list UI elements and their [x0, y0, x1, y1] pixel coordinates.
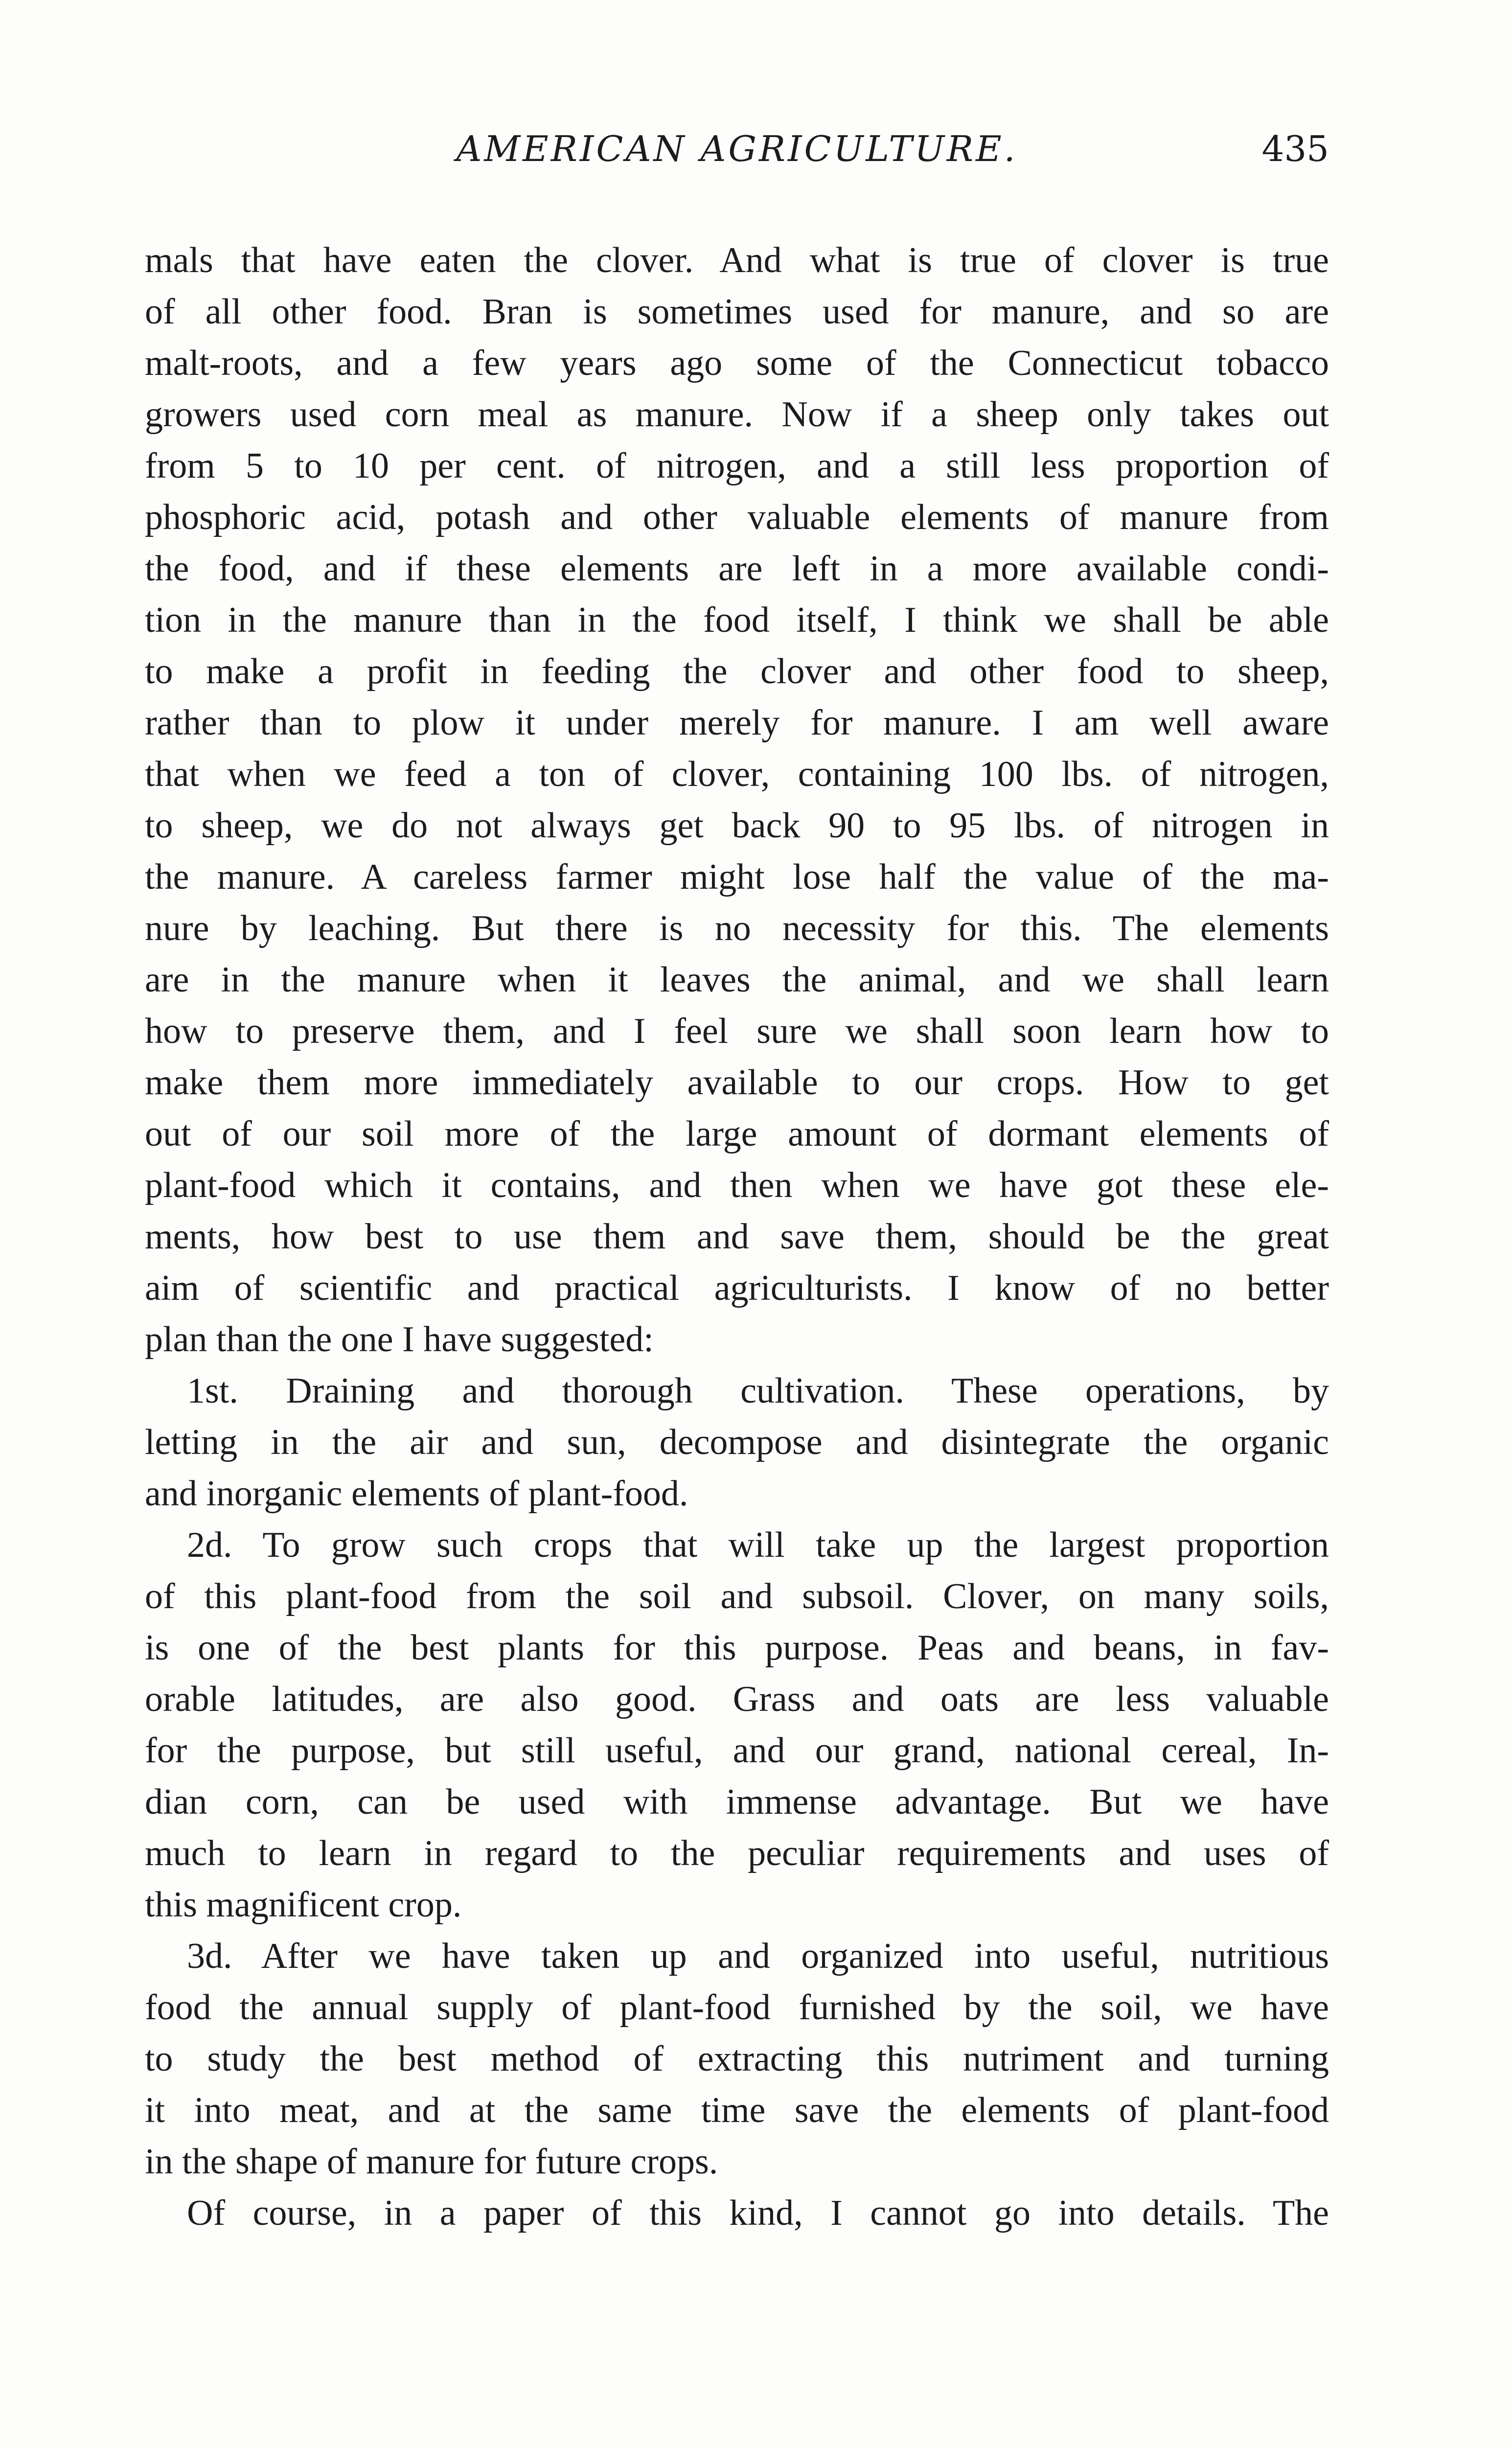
text-line: plan than the one I have suggested:	[145, 1319, 654, 1360]
running-head	[145, 128, 1329, 182]
text-line: make them more immediately available to our crops. How to get	[145, 1062, 1329, 1103]
text-line: and inorganic elements of plant-food.	[145, 1474, 688, 1514]
text-line: to sheep, we do not always get back 90 to 95 lbs. of nitrogen in	[145, 806, 1329, 846]
text-line: the manure. A careless farmer might lose half the value of the ma-	[145, 857, 1329, 897]
text-line: to study the best method of extracting this nutriment and turning	[145, 2039, 1329, 2079]
text-line: 1st. Draining and thorough cultivation. These operations, by	[187, 1371, 1329, 1411]
text-line: it into meat, and at the same time save the elements of plant-food	[145, 2090, 1329, 2130]
text-line: growers used corn meal as manure. Now if a sheep only takes out	[145, 394, 1329, 435]
text-line: to make a profit in feeding the clover and other food to sheep,	[145, 651, 1329, 692]
text-line: out of our soil more of the large amount of dormant elements of	[145, 1114, 1329, 1154]
text-line: nure by leaching. But there is no necessity for this. The elements	[145, 908, 1329, 948]
text-line: phosphoric acid, potash and other valuable elements of manure from	[145, 497, 1329, 537]
text-line: orable latitudes, are also good. Grass and oats are less valuable	[145, 1679, 1329, 1719]
text-line: are in the manure when it leaves the animal, and we shall learn	[145, 960, 1329, 1000]
running-title: AMERICAN AGRICULTURE.	[456, 128, 1018, 169]
text-line: of all other food. Bran is sometimes used for manure, and so are	[145, 292, 1329, 332]
text-line: food the annual supply of plant-food furnished by the soil, we have	[145, 1987, 1329, 2028]
text-line: letting in the air and sun, decompose and disintegrate the organic	[145, 1422, 1329, 1462]
text-line: much to learn in regard to the peculiar requirements and uses of	[145, 1833, 1329, 1873]
text-line: 2d. To grow such crops that will take up the largest proportion	[187, 1525, 1329, 1565]
text-line: for the purpose, but still useful, and our grand, national cereal, In-	[145, 1731, 1329, 1771]
text-line: this magnificent crop.	[145, 1885, 462, 1925]
text-line: 3d. After we have taken up and organized into useful, nutritious	[187, 1936, 1329, 1976]
text-line: rather than to plow it under merely for manure. I am well aware	[145, 703, 1329, 743]
text-line: from 5 to 10 per cent. of nitrogen, and a still less proportion of	[145, 446, 1329, 486]
text-line: the food, and if these elements are left in a more available condi-	[145, 549, 1329, 589]
text-line: ments, how best to use them and save them, should be the great	[145, 1217, 1329, 1257]
text-line: malt-roots, and a few years ago some of the Connecticut tobacco	[145, 343, 1329, 383]
body-text	[145, 235, 1329, 2239]
text-line: is one of the best plants for this purpose. Peas and beans, in fav-	[145, 1628, 1329, 1668]
text-line: that when we feed a ton of clover, containing 100 lbs. of nitrogen,	[145, 754, 1329, 794]
text-line: aim of scientific and practical agriculturists. I know of no better	[145, 1268, 1329, 1308]
text-line: how to preserve them, and I feel sure we shall soon learn how to	[145, 1011, 1329, 1051]
text-line: mals that have eaten the clover. And what is true of clover is true	[145, 240, 1329, 280]
text-line: tion in the manure than in the food itself, I think we shall be able	[145, 600, 1329, 640]
text-line: dian corn, can be used with immense advantage. But we have	[145, 1782, 1329, 1822]
text-line: of this plant-food from the soil and subsoil. Clover, on many soils,	[145, 1576, 1329, 1616]
text-line: plant-food which it contains, and then when we have got these ele-	[145, 1165, 1329, 1205]
page-number: 435	[1261, 128, 1329, 169]
text-line: in the shape of manure for future crops.	[145, 2142, 718, 2182]
text-line: Of course, in a paper of this kind, I cannot go into details. The	[187, 2193, 1329, 2233]
